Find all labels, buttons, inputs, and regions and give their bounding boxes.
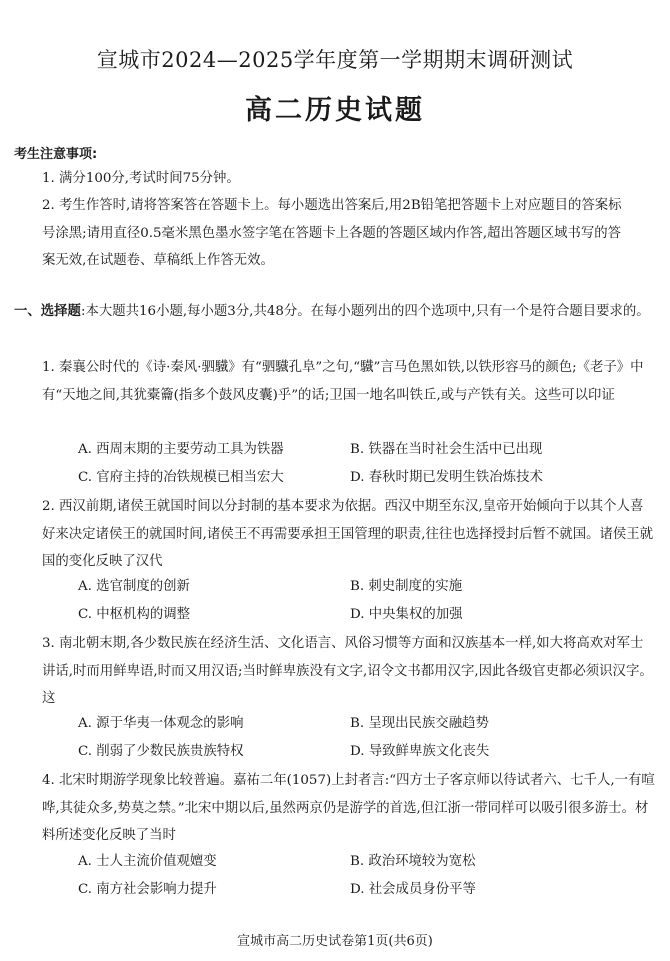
question-2-option-a: A. 选官制度的创新 — [78, 579, 190, 594]
question-1-option-d: D. 春秋时期已发明生铁冶炼技术 — [350, 470, 543, 485]
question-2-option-d: D. 中央集权的加强 — [350, 607, 463, 622]
question-1-option-c: C. 官府主持的冶铁规模已相当宏大 — [78, 470, 284, 485]
question-2-option-c: C. 中枢机构的调整 — [78, 607, 191, 622]
question-4-option-b: B. 政治环境较为宽松 — [350, 854, 476, 869]
section-1-text: :本大题共16小题,每小题3分,共48分。在每小题列出的四个选项中,只有一个是符合题目要求的。 — [80, 304, 650, 319]
question-3-stem: 3. 南北朝末期,各少数民族在经济生活、文化语言、风俗习惯等方面和汉族基本一样,如大将高欢对军士讲话,时而用鲜卑语,时而又用汉语;当时鲜卑族没有文字,诏令文书都用汉字,因此各级官吏都必须识汉字。这 — [42, 636, 653, 706]
question-3-option-d: D. 导致鲜卑族文化丧失 — [350, 744, 490, 759]
question-4-stem: 4. 北宋时期游学现象比较普遍。嘉祐二年(1057)上封者言:“四方士子客京师以待试者六、七千人,一有喧哗,其徒众多,势莫之禁。”北宋中期以后,虽然两京仍是游学的首选,但江浙一带同样可以吸引很多游士。材料所述变化反映了当时 — [42, 773, 655, 843]
notice-item-2 — [42, 192, 632, 275]
question-4-option-c: C. 南方社会影响力提升 — [78, 882, 217, 897]
notice-item-1: 1. 满分100分,考试时间75分钟。 — [42, 171, 240, 186]
question-2-stem: 2. 西汉前期,诸侯王就国时间以分封制的基本要求为依据。西汉中期至东汉,皇帝开始倾向于以其个人喜好来决定诸侯王的就国时间,诸侯王不再需要承担王国管理的职责,往往也选择授封后暂不就国。诸侯王就国的变化反映了汉代 — [42, 499, 654, 569]
question-1-stem: 1. 秦襄公时代的《诗·秦风·驷驖》有“驷驖孔阜”之句,“驖”言马色黑如铁,以铁形容马的颜色;《老子》中有“天地之间,其犹橐籥(指多个鼓风皮囊)乎”的话;卫国一地名叫铁丘,或与产铁有关。这些可以印证 — [42, 360, 644, 403]
question-2-option-b: B. 刺史制度的实施 — [350, 579, 463, 594]
notice-heading: 考生注意事项: — [14, 147, 98, 162]
question-1-option-a: A. 西周末期的主要劳动工具为铁器 — [78, 442, 284, 457]
subject-title: 高二历史试题 — [245, 95, 425, 126]
question-1-option-b: B. 铁器在当时社会生活中已出现 — [350, 442, 543, 457]
notice-item-2-text: 2. 考生作答时,请将答案答在答题卡上。每小题选出答案后,用2B铅笔把答题卡上对应题目的答案标号涂黑;请用直径0.5毫米黑色墨水签字笔在答题卡上各题的答题区域内作答,超出答题区域书写的答案无效,在试题卷、草稿纸上作答无效。 — [42, 198, 622, 268]
question-3-option-b: B. 呈现出民族交融趋势 — [350, 716, 489, 731]
question-3-option-c: C. 削弱了少数民族贵族特权 — [78, 744, 244, 759]
page-footer: 宣城市高二历史试卷第1页(共6页) — [237, 934, 433, 949]
exam-title: 宣城市2024—2025学年度第一学期期末调研测试 — [96, 48, 574, 72]
section-1-label: 一、选择题 — [14, 304, 81, 319]
question-3-option-a: A. 源于华夷一体观念的影响 — [78, 716, 244, 731]
section-1-instructions — [14, 298, 656, 326]
question-4-option-a: A. 士人主流价值观嬗变 — [78, 854, 217, 869]
question-4-option-d: D. 社会成员身份平等 — [350, 882, 476, 897]
